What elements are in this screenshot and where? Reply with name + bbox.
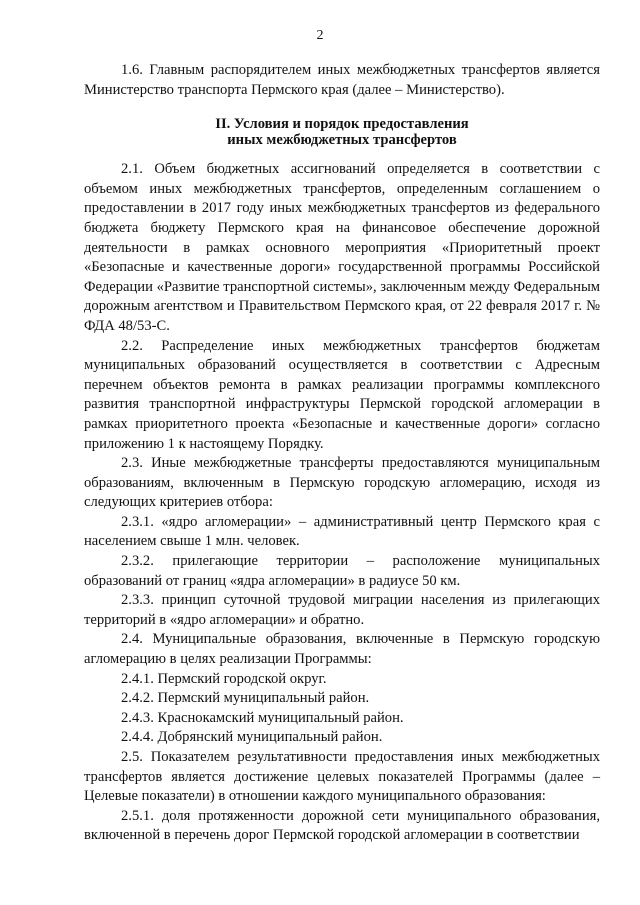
document-body — [84, 61, 600, 846]
page-number: 2 — [316, 28, 324, 43]
paragraph-2-4-4: 2.4.4. Добрянский муниципальный район. — [121, 729, 383, 746]
paragraph-2-4: 2.4. Муниципальные образования, включенные в Пермскую городскую агломерацию в целях реализации Программы: — [84, 631, 600, 668]
paragraph-2-5-1: 2.5.1. доля протяженности дорожной сети муниципального образования, включенной в перечень дорог Пермской городской агломерации в соответствии — [84, 807, 600, 844]
paragraph-2-1: 2.1. Объем бюджетных ассигнований определяется в соответствии с объемом иных межбюджетных трансфертов, определенным соглашением о предоставлении в 2017 году иных межбюджетных трансфертов из федерального бюджета бюджету Пермского края на финансовое обеспечение дорожной деятельности в рамках основного мероприятия «Приоритетный проект «Безопасные и качественные дороги» государственной программы Российской Федерации «Развитие транспортной системы», заключенным между Федеральным дорожным агентством и Правительством Пермского края, от 22 февраля 2017 г. № ФДА 48/53-С. — [84, 161, 600, 334]
paragraph-2-3-2: 2.3.2. прилегающие территории – расположение муниципальных образований от границ «ядра агломерации» в радиусе 50 км. — [84, 553, 600, 589]
paragraph-2-4-1: 2.4.1. Пермский городской округ. — [121, 670, 327, 687]
paragraph-2-4-2: 2.4.2. Пермский муниципальный район. — [121, 690, 370, 707]
section-heading-line-1: II. Условия и порядок предоставления — [215, 116, 469, 133]
paragraph-2-2: 2.2. Распределение иных межбюджетных трансфертов бюджетам муниципальных образований осуществляется в соответствии с Адресным перечнем объектов ремонта в рамках реализации программы комплексного развития транспортной инфраструктуры Пермской городской агломерации в рамках приоритетного проекта «Безопасные и качественные дороги» согласно приложению 1 к настоящему Порядку. — [84, 337, 600, 452]
section-heading — [84, 116, 600, 148]
paragraph-2-3: 2.3. Иные межбюджетные трансферты предоставляются муниципальным образованиям, включенным в Пермскую городскую агломерацию, исходя из следующих критериев отбора: — [84, 455, 600, 511]
paragraph-2-4-3: 2.4.3. Краснокамский муниципальный район. — [121, 709, 404, 726]
paragraph-2-5: 2.5. Показателем результативности предоставления иных межбюджетных трансфертов является достижение целевых показателей Программы (далее – Целевые показатели) в отношении каждого муниципального образования: — [84, 749, 600, 805]
paragraph-2-3-3: 2.3.3. принцип суточной трудовой миграции населения из прилегающих территорий в «ядро агломерации» и обратно. — [84, 592, 600, 628]
paragraph-2-3-1: 2.3.1. «ядро агломерации» – административный центр Пермского края с населением свыше 1 млн. человек. — [84, 513, 600, 550]
paragraph-1-6: 1.6. Главным распорядителем иных межбюджетных трансфертов является Министерство транспорта Пермского края (далее – Министерство). — [84, 62, 600, 98]
section-heading-line-2: иных межбюджетных трансфертов — [227, 132, 457, 149]
